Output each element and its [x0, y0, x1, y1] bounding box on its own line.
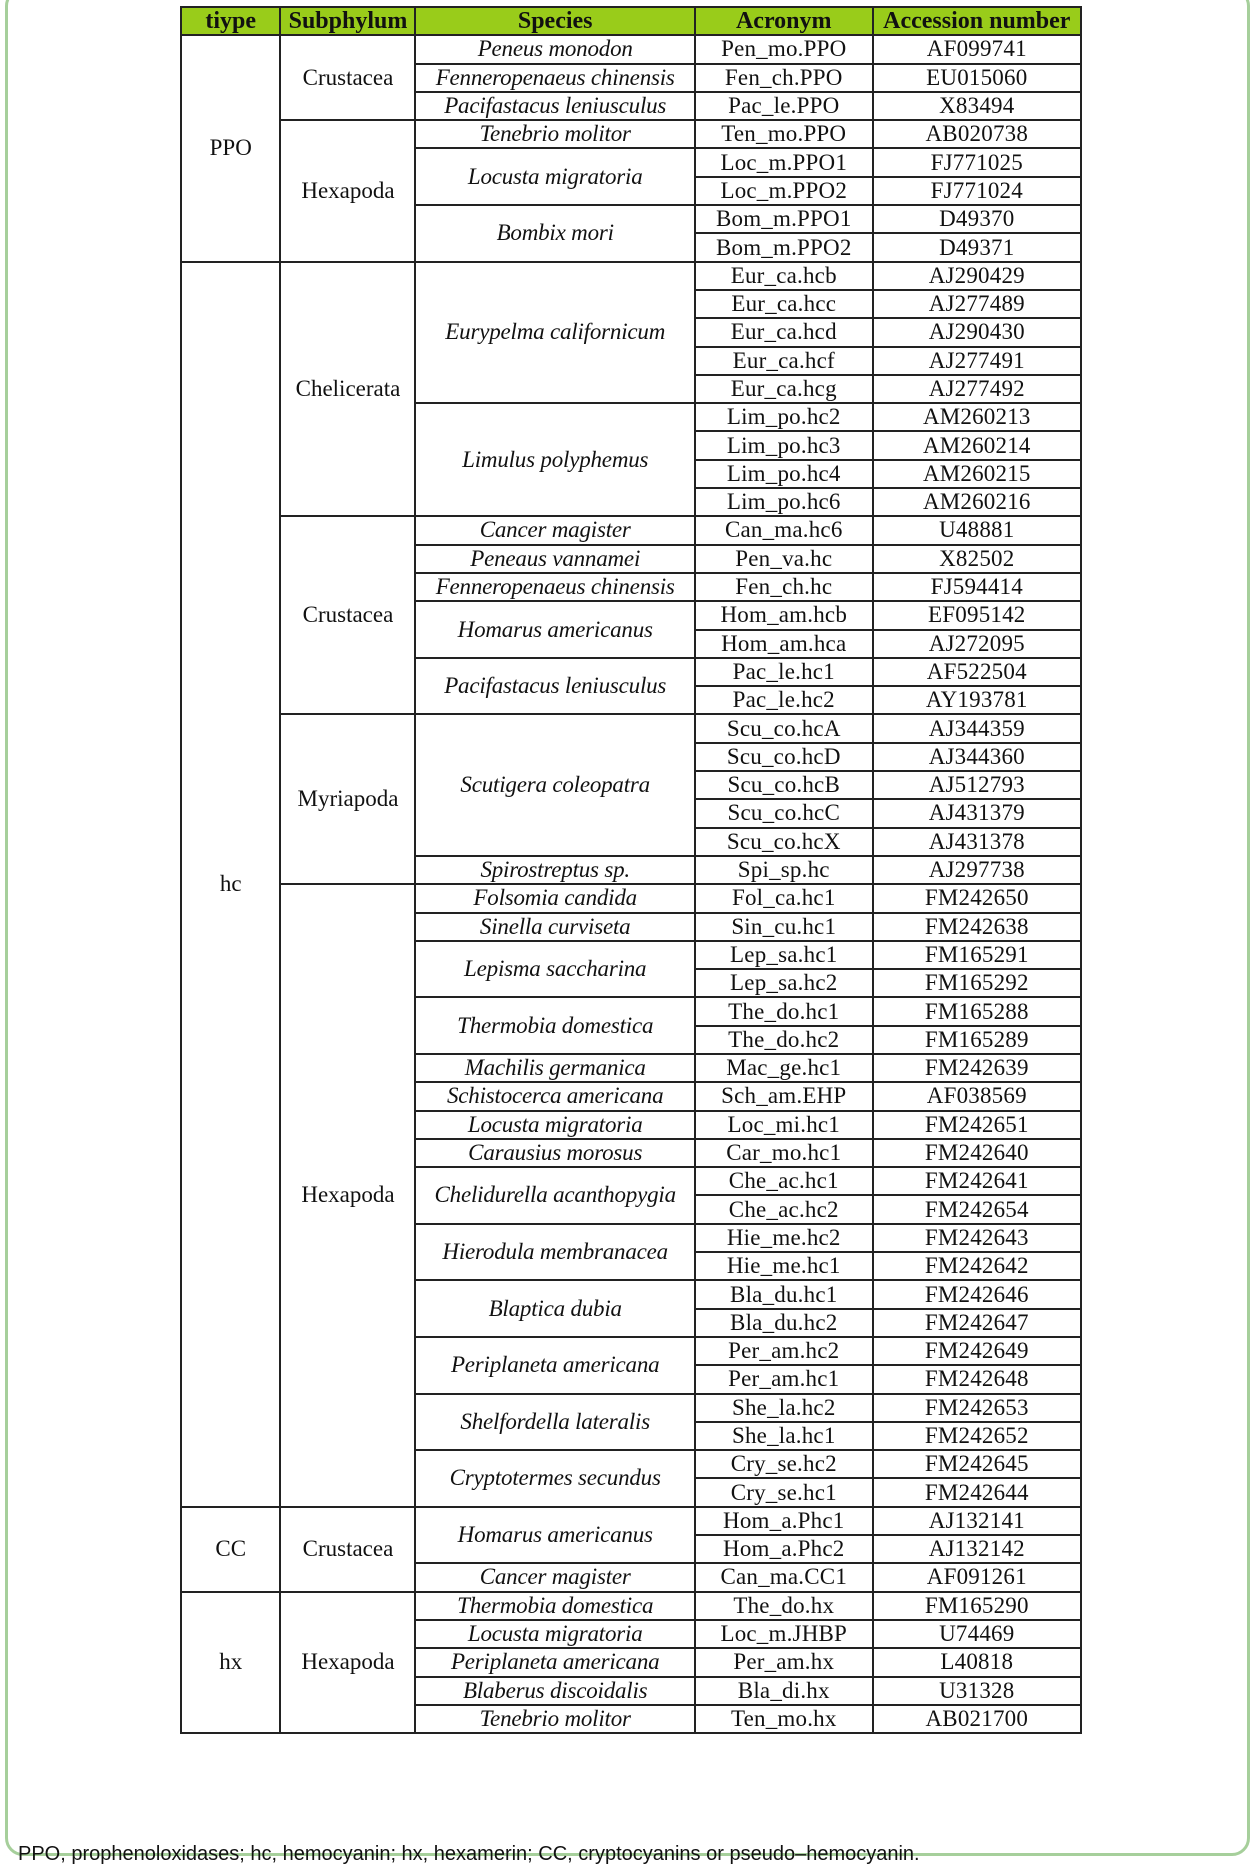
species-cell: Cryptotermes secundus [415, 1450, 694, 1507]
acronym-cell: Hom_am.hcb [695, 601, 873, 629]
subphylum-cell: Hexapoda [280, 120, 415, 261]
species-cell: Locusta migratoria [415, 1111, 694, 1139]
accession-cell: FM242640 [873, 1139, 1081, 1167]
species-cell: Blaberus discoidalis [415, 1677, 694, 1705]
species-cell: Blaptica dubia [415, 1280, 694, 1337]
accession-cell: FM242643 [873, 1224, 1081, 1252]
species-cell: Tenebrio molitor [415, 120, 694, 148]
acronym-cell: Fol_ca.hc1 [695, 884, 873, 912]
table-footnote: PPO, prophenoloxidases; hc, hemocyanin; hx, hexamerin; CC, cryptocyanins or pseudo–hemocyanin. [18, 1843, 920, 1865]
table-row [181, 884, 1081, 912]
header-accession: Accession number [873, 7, 1081, 35]
species-cell: Spirostreptus sp. [415, 856, 694, 884]
accession-cell: FM165291 [873, 941, 1081, 969]
table-row [181, 714, 1081, 742]
accession-cell: X83494 [873, 92, 1081, 120]
header-type: tiype [181, 7, 280, 35]
accession-cell: FM242648 [873, 1365, 1081, 1393]
table-row [181, 1507, 1081, 1535]
species-cell: Hierodula membranacea [415, 1224, 694, 1281]
accession-cell: FM165292 [873, 969, 1081, 997]
subphylum-cell: Myriapoda [280, 714, 415, 884]
species-cell: Periplaneta americana [415, 1337, 694, 1394]
accession-cell: AJ290429 [873, 262, 1081, 290]
species-cell: Fenneropenaeus chinensis [415, 573, 694, 601]
acronym-cell: Car_mo.hc1 [695, 1139, 873, 1167]
acronym-cell: Bla_du.hc1 [695, 1280, 873, 1308]
species-cell: Peneaus vannamei [415, 545, 694, 573]
species-cell: Schistocerca americana [415, 1082, 694, 1110]
accession-cell: AB021700 [873, 1705, 1081, 1733]
accession-cell: AJ277492 [873, 375, 1081, 403]
species-cell: Eurypelma californicum [415, 262, 694, 403]
acronym-cell: Eur_ca.hcg [695, 375, 873, 403]
species-cell: Machilis germanica [415, 1054, 694, 1082]
accession-cell: AJ431379 [873, 799, 1081, 827]
accession-cell: AJ277489 [873, 290, 1081, 318]
acronym-cell: Bom_m.PPO1 [695, 205, 873, 233]
acronym-cell: Eur_ca.hcb [695, 262, 873, 290]
acronym-cell: Bla_du.hc2 [695, 1309, 873, 1337]
species-cell: Chelidurella acanthopygia [415, 1167, 694, 1224]
species-cell: Scutigera coleopatra [415, 714, 694, 855]
acronym-cell: Cry_se.hc2 [695, 1450, 873, 1478]
acronym-cell: Per_am.hc2 [695, 1337, 873, 1365]
acronym-cell: Lim_po.hc2 [695, 403, 873, 431]
type-cell: hx [181, 1592, 280, 1733]
header-acronym: Acronym [695, 7, 873, 35]
acronym-cell: Loc_m.PPO2 [695, 177, 873, 205]
acronym-cell: Lep_sa.hc1 [695, 941, 873, 969]
acronym-cell: Pac_le.PPO [695, 92, 873, 120]
type-cell: CC [181, 1507, 280, 1592]
acronym-cell: Eur_ca.hcd [695, 318, 873, 346]
accession-cell: FM242645 [873, 1450, 1081, 1478]
accession-cell: X82502 [873, 545, 1081, 573]
species-cell: Peneus monodon [415, 35, 694, 63]
acronym-cell: Eur_ca.hcc [695, 290, 873, 318]
accession-cell: AJ132142 [873, 1535, 1081, 1563]
species-cell: Bombix mori [415, 205, 694, 262]
species-cell: Folsomia candida [415, 884, 694, 912]
species-cell: Limulus polyphemus [415, 403, 694, 516]
accession-cell: AF099741 [873, 35, 1081, 63]
accession-cell: D49371 [873, 233, 1081, 261]
acronym-cell: Ten_mo.hx [695, 1705, 873, 1733]
subphylum-cell: Crustacea [280, 516, 415, 714]
accession-cell: AM260214 [873, 431, 1081, 459]
species-cell: Fenneropenaeus chinensis [415, 64, 694, 92]
table-row [181, 120, 1081, 148]
accession-cell: FM242653 [873, 1394, 1081, 1422]
accession-cell: FM242654 [873, 1195, 1081, 1223]
species-cell: Pacifastacus leniusculus [415, 92, 694, 120]
accession-cell: AM260215 [873, 460, 1081, 488]
species-cell: Carausius morosus [415, 1139, 694, 1167]
accession-cell: AF522504 [873, 658, 1081, 686]
table-row [181, 1592, 1081, 1620]
accession-cell: AF038569 [873, 1082, 1081, 1110]
acronym-cell: Eur_ca.hcf [695, 347, 873, 375]
type-cell: PPO [181, 35, 280, 261]
species-cell: Homarus americanus [415, 1507, 694, 1564]
acronym-cell: Bla_di.hx [695, 1677, 873, 1705]
accession-cell: AJ431378 [873, 828, 1081, 856]
accession-cell: FM242639 [873, 1054, 1081, 1082]
accession-cell: AJ272095 [873, 630, 1081, 658]
species-cell: Cancer magister [415, 1563, 694, 1591]
acronym-cell: Pac_le.hc1 [695, 658, 873, 686]
accession-cell: AJ290430 [873, 318, 1081, 346]
acronym-cell: Loc_mi.hc1 [695, 1111, 873, 1139]
table-row [181, 516, 1081, 544]
species-cell: Homarus americanus [415, 601, 694, 658]
accession-cell: D49370 [873, 205, 1081, 233]
acronym-cell: Scu_co.hcA [695, 714, 873, 742]
header-row [181, 7, 1081, 35]
accession-cell: FM242649 [873, 1337, 1081, 1365]
acronym-cell: Scu_co.hcD [695, 743, 873, 771]
table-row [181, 262, 1081, 290]
header-subphylum: Subphylum [280, 7, 415, 35]
species-cell: Thermobia domestica [415, 997, 694, 1054]
table-row [181, 35, 1081, 63]
acronym-cell: She_la.hc2 [695, 1394, 873, 1422]
acronym-cell: Lep_sa.hc2 [695, 969, 873, 997]
species-cell: Cancer magister [415, 516, 694, 544]
accession-cell: AM260216 [873, 488, 1081, 516]
accession-cell: U48881 [873, 516, 1081, 544]
accession-cell: AF091261 [873, 1563, 1081, 1591]
accession-cell: L40818 [873, 1648, 1081, 1676]
acronym-cell: Loc_m.JHBP [695, 1620, 873, 1648]
accession-cell: AJ277491 [873, 347, 1081, 375]
acronym-cell: Pen_mo.PPO [695, 35, 873, 63]
accession-cell: FJ771025 [873, 148, 1081, 176]
acronym-cell: Hie_me.hc1 [695, 1252, 873, 1280]
acronym-cell: Scu_co.hcB [695, 771, 873, 799]
accession-cell: FM242650 [873, 884, 1081, 912]
accession-cell: AB020738 [873, 120, 1081, 148]
acronym-cell: Bom_m.PPO2 [695, 233, 873, 261]
acronym-cell: Hie_me.hc2 [695, 1224, 873, 1252]
accession-cell: FM165289 [873, 1026, 1081, 1054]
acronym-cell: Mac_ge.hc1 [695, 1054, 873, 1082]
acronym-cell: Scu_co.hcX [695, 828, 873, 856]
acronym-cell: The_do.hc1 [695, 997, 873, 1025]
acronym-cell: Che_ac.hc1 [695, 1167, 873, 1195]
table-body [181, 35, 1081, 1733]
species-cell: Locusta migratoria [415, 148, 694, 205]
species-cell: Sinella curviseta [415, 913, 694, 941]
accession-cell: FM242642 [873, 1252, 1081, 1280]
acronym-cell: Lim_po.hc6 [695, 488, 873, 516]
species-cell: Pacifastacus leniusculus [415, 658, 694, 715]
type-cell: hc [181, 262, 280, 1507]
accession-cell: AM260213 [873, 403, 1081, 431]
accession-cell: FM242641 [873, 1167, 1081, 1195]
accession-cell: FJ771024 [873, 177, 1081, 205]
acronym-cell: Per_am.hx [695, 1648, 873, 1676]
accession-cell: FM165290 [873, 1592, 1081, 1620]
accession-cell: EU015060 [873, 64, 1081, 92]
acronym-cell: Spi_sp.hc [695, 856, 873, 884]
accession-cell: FM242644 [873, 1478, 1081, 1506]
accession-cell: FJ594414 [873, 573, 1081, 601]
accession-cell: AY193781 [873, 686, 1081, 714]
subphylum-cell: Crustacea [280, 1507, 415, 1592]
accession-cell: FM165288 [873, 997, 1081, 1025]
accession-cell: U74469 [873, 1620, 1081, 1648]
acronym-cell: Per_am.hc1 [695, 1365, 873, 1393]
acronym-cell: The_do.hc2 [695, 1026, 873, 1054]
accession-cell: FM242651 [873, 1111, 1081, 1139]
acronym-cell: Can_ma.hc6 [695, 516, 873, 544]
acronym-cell: Lim_po.hc3 [695, 431, 873, 459]
acronym-cell: Sin_cu.hc1 [695, 913, 873, 941]
species-cell: Tenebrio molitor [415, 1705, 694, 1733]
acronym-cell: Che_ac.hc2 [695, 1195, 873, 1223]
acronym-cell: Fen_ch.PPO [695, 64, 873, 92]
accession-cell: AJ512793 [873, 771, 1081, 799]
subphylum-cell: Chelicerata [280, 262, 415, 517]
species-cell: Shelfordella lateralis [415, 1394, 694, 1451]
subphylum-cell: Hexapoda [280, 1592, 415, 1733]
acronym-cell: Cry_se.hc1 [695, 1478, 873, 1506]
acronym-cell: Ten_mo.PPO [695, 120, 873, 148]
acronym-cell: Loc_m.PPO1 [695, 148, 873, 176]
acronym-cell: She_la.hc1 [695, 1422, 873, 1450]
accession-cell: AJ344360 [873, 743, 1081, 771]
accession-cell: AJ344359 [873, 714, 1081, 742]
accession-cell: FM242646 [873, 1280, 1081, 1308]
subphylum-cell: Crustacea [280, 35, 415, 120]
accession-cell: FM242638 [873, 913, 1081, 941]
species-cell: Locusta migratoria [415, 1620, 694, 1648]
species-cell: Lepisma saccharina [415, 941, 694, 998]
accession-cell: AJ297738 [873, 856, 1081, 884]
acronym-cell: Can_ma.CC1 [695, 1563, 873, 1591]
acronym-cell: Hom_am.hca [695, 630, 873, 658]
acronym-cell: Lim_po.hc4 [695, 460, 873, 488]
acronym-cell: Hom_a.Phc1 [695, 1507, 873, 1535]
accession-cell: FM242652 [873, 1422, 1081, 1450]
species-cell: Thermobia domestica [415, 1592, 694, 1620]
acronym-cell: Scu_co.hcC [695, 799, 873, 827]
species-table [180, 6, 1082, 1734]
accession-cell: EF095142 [873, 601, 1081, 629]
header-species: Species [415, 7, 694, 35]
accession-cell: U31328 [873, 1677, 1081, 1705]
subphylum-cell: Hexapoda [280, 884, 415, 1507]
acronym-cell: The_do.hx [695, 1592, 873, 1620]
acronym-cell: Fen_ch.hc [695, 573, 873, 601]
acronym-cell: Hom_a.Phc2 [695, 1535, 873, 1563]
accession-cell: AJ132141 [873, 1507, 1081, 1535]
accession-cell: FM242647 [873, 1309, 1081, 1337]
acronym-cell: Pen_va.hc [695, 545, 873, 573]
species-cell: Periplaneta americana [415, 1648, 694, 1676]
acronym-cell: Pac_le.hc2 [695, 686, 873, 714]
acronym-cell: Sch_am.EHP [695, 1082, 873, 1110]
